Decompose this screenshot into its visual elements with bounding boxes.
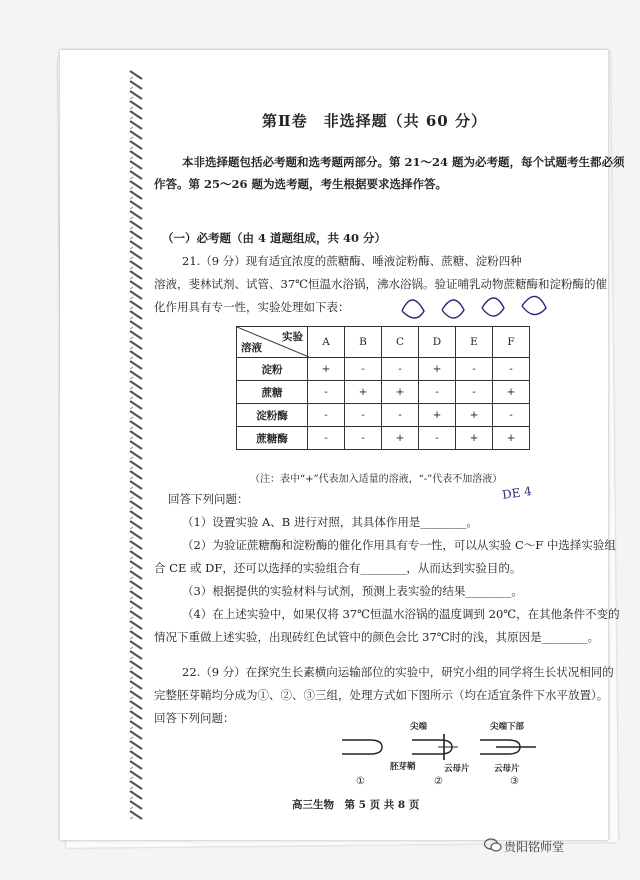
table-cell: - <box>345 358 382 381</box>
table-cell: + <box>419 358 456 381</box>
part-heading: （一）必考题（由 4 道题组成，共 40 分） <box>162 231 387 245</box>
label-coleoptile: 胚芽鞘 <box>390 762 416 772</box>
table-row <box>237 427 530 450</box>
table-cell: - <box>382 358 419 381</box>
q22-line-3: 回答下列问题： <box>154 711 235 725</box>
table-row <box>237 358 530 381</box>
table-cell: - <box>456 381 493 404</box>
table-cell: - <box>345 404 382 427</box>
table-cell: - <box>419 381 456 404</box>
q21-line-3: 化作用具有专一性，实验处理如下表： <box>154 300 350 314</box>
table-corner-cell <box>237 327 308 358</box>
table-cell: + <box>493 381 530 404</box>
table-cell: - <box>456 358 493 381</box>
coleoptile-figure <box>340 732 550 762</box>
table-cell: - <box>308 427 345 450</box>
column-header: E <box>456 327 493 358</box>
row-label: 淀粉 <box>237 358 308 381</box>
wechat-icon <box>484 838 502 852</box>
q21-sub4-line1: （4）在上述实验中，如果仅将 37℃恒温水浴锅的温度调到 20℃，在其他条件不变的 <box>182 607 620 621</box>
intro-line-1: 本非选择题包括必考题和选考题两部分。第 21～24 题为必考题，每个试题考生都必须 <box>182 155 625 169</box>
row-label: 蔗糖 <box>237 381 308 404</box>
table-cell: + <box>456 427 493 450</box>
table-cell: - <box>308 381 345 404</box>
page-footer: 高三生物 第 5 页 共 8 页 <box>292 799 420 811</box>
label-tip: 尖端 <box>410 722 428 732</box>
table-cell: - <box>345 427 382 450</box>
column-header: D <box>419 327 456 358</box>
table-cell: - <box>419 427 456 450</box>
table-cell: + <box>456 404 493 427</box>
q22-line-2: 完整胚芽鞘均分成为①、②、③三组，处理方式如下图所示（均在适宜条件下水平放置）。 <box>154 688 609 702</box>
q21-line-2: 溶液，斐林试剂、试管、37℃恒温水浴锅，沸水浴锅。验证哺乳动物蔗糖酶和淀粉酶的催 <box>154 277 607 291</box>
corner-top-label: 实验 <box>282 331 303 343</box>
label-below-tip: 尖端下部 <box>490 722 525 732</box>
table-cell: + <box>493 427 530 450</box>
intro-line-2: 作答。第 25～26 题为选考题，考生根据要求选择作答。 <box>154 177 448 191</box>
q22-line-1: 22.（9 分）在探究生长素横向运输部位的实验中，研究小组的同学将生长状况相同的 <box>182 665 614 679</box>
column-header: B <box>345 327 382 358</box>
row-label: 淀粉酶 <box>237 404 308 427</box>
label-mica-1: 云母片 <box>444 764 470 774</box>
answer-prompt: 回答下列问题： <box>168 492 249 506</box>
column-header: F <box>493 327 530 358</box>
table-cell: - <box>382 404 419 427</box>
group-number-1: ① <box>356 776 365 787</box>
experiment-table <box>236 326 530 450</box>
handwritten-circles <box>382 286 582 336</box>
binding-stitch <box>128 50 144 840</box>
column-header: A <box>308 327 345 358</box>
table-cell: + <box>308 358 345 381</box>
table-cell: - <box>308 404 345 427</box>
column-header: C <box>382 327 419 358</box>
table-cell: - <box>493 404 530 427</box>
table-row <box>237 381 530 404</box>
brand-watermark: 贵阳铭师堂 <box>504 840 565 854</box>
q21-line-1: 21.（9 分）现有适宜浓度的蔗糖酶、唾液淀粉酶、蔗糖、淀粉四种 <box>182 254 522 268</box>
table-cell: - <box>493 358 530 381</box>
q21-sub4-line2: 情况下重做上述实验，出现砖红色试管中的颜色会比 37℃时的浅，其原因是________。 <box>154 630 600 644</box>
table-cell: + <box>419 404 456 427</box>
row-label: 蔗糖酶 <box>237 427 308 450</box>
handwritten-note: DE 4 <box>501 483 533 503</box>
label-mica-2: 云母片 <box>494 764 520 774</box>
section-title: 第Ⅱ卷 非选择题（共 60 分） <box>262 112 487 130</box>
group-number-3: ③ <box>510 776 519 787</box>
table-cell: + <box>382 381 419 404</box>
q21-sub1: （1）设置实验 A、B 进行对照，其具体作用是________。 <box>182 515 478 529</box>
q21-sub2-line2: 合 CE 或 DF，还可以选择的实验组合有________，从而达到实验目的。 <box>154 561 522 575</box>
table-row <box>237 404 530 427</box>
q21-sub3: （3）根据提供的实验材料与试剂，预测上表实验的结果________。 <box>182 584 523 598</box>
q21-sub2-line1: （2）为验证蔗糖酶和淀粉酶的催化作用具有专一性，可以从实验 C～F 中选择实验组 <box>182 538 616 552</box>
exam-page <box>60 50 625 840</box>
group-number-2: ② <box>434 776 443 787</box>
table-note: （注：表中“+”代表加入适量的溶液，“-”代表不加溶液） <box>250 474 503 485</box>
table-cell: + <box>345 381 382 404</box>
table-cell: + <box>382 427 419 450</box>
corner-bottom-label: 溶液 <box>241 342 262 354</box>
